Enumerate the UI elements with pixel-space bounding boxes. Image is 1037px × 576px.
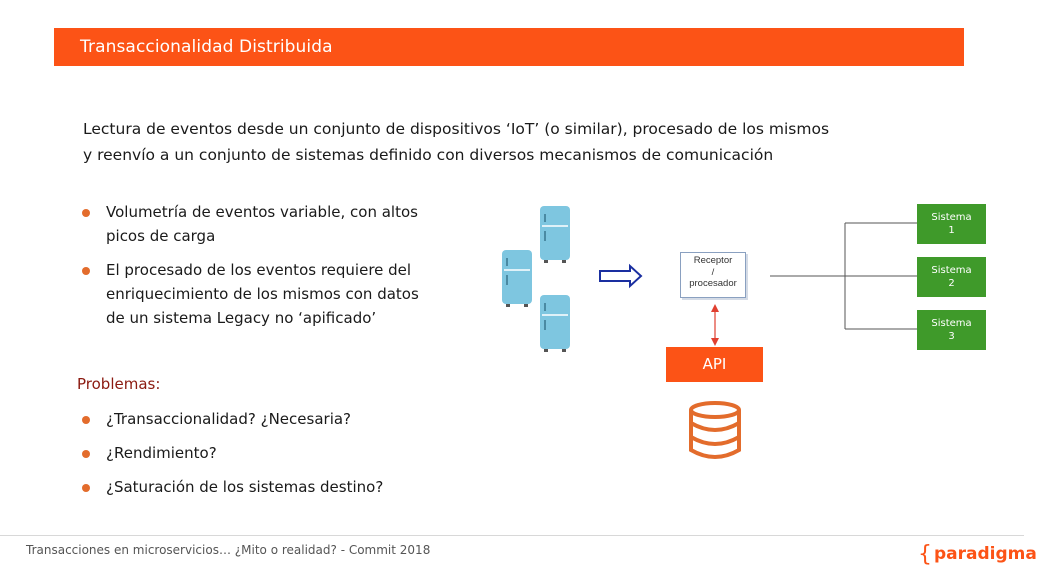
processor-label: procesador <box>689 278 737 289</box>
receptor-label: Receptor <box>693 255 733 266</box>
api-box: API <box>666 347 763 382</box>
sistema-label: Sistema <box>931 318 972 329</box>
list-item-text: Volumetría de eventos variable, con altos picos de carga <box>106 203 418 245</box>
intro-line-2: y reenvío a un conjunto de sistemas definido con diversos mecanismos de comunicación <box>83 146 774 164</box>
list-item-text: ¿Transaccionalidad? ¿Necesaria? <box>106 410 352 428</box>
sistema-number: 2 <box>948 278 955 289</box>
receptor-processor-box <box>680 252 746 298</box>
sistema-label: Sistema <box>931 265 972 276</box>
fridge-icon <box>540 206 570 263</box>
page-title: Transaccionalidad Distribuida <box>80 37 333 57</box>
footer-divider <box>0 535 1024 536</box>
list-item-text: ¿Rendimiento? <box>106 444 217 462</box>
sistema-number: 1 <box>948 225 955 236</box>
fridge-icon <box>540 295 570 352</box>
api-connector-arrow <box>711 304 719 346</box>
sistema-number: 3 <box>948 331 955 342</box>
footer-text: Transacciones en microservicios… ¿Mito o realidad? - Commit 2018 <box>26 543 431 557</box>
problems-heading: Problemas: <box>77 375 161 393</box>
logo-bracket: { <box>918 542 932 567</box>
sistema-3-box <box>917 310 986 350</box>
list-item-text: ¿Saturación de los sistemas destino? <box>106 478 384 496</box>
paradigma-logo <box>918 540 1037 565</box>
fridge-icon <box>502 250 532 307</box>
arrow-right-icon <box>600 266 641 286</box>
intro-line-1: Lectura de eventos desde un conjunto de dispositivos ‘IoT’ (o similar), procesado de los mismos <box>83 120 830 138</box>
logo-text: paradigma <box>934 544 1037 564</box>
receptor-label-separator: / <box>711 266 715 278</box>
sistema-1-box <box>917 204 986 244</box>
sistema-2-box <box>917 257 986 297</box>
connector-lines <box>770 223 917 329</box>
list-item-text: El procesado de los eventos requiere del enriquecimiento de los mismos con datos de un sistema Legacy no ‘apificado’ <box>106 261 419 327</box>
sistema-label: Sistema <box>931 212 972 223</box>
database-icon <box>691 403 739 457</box>
